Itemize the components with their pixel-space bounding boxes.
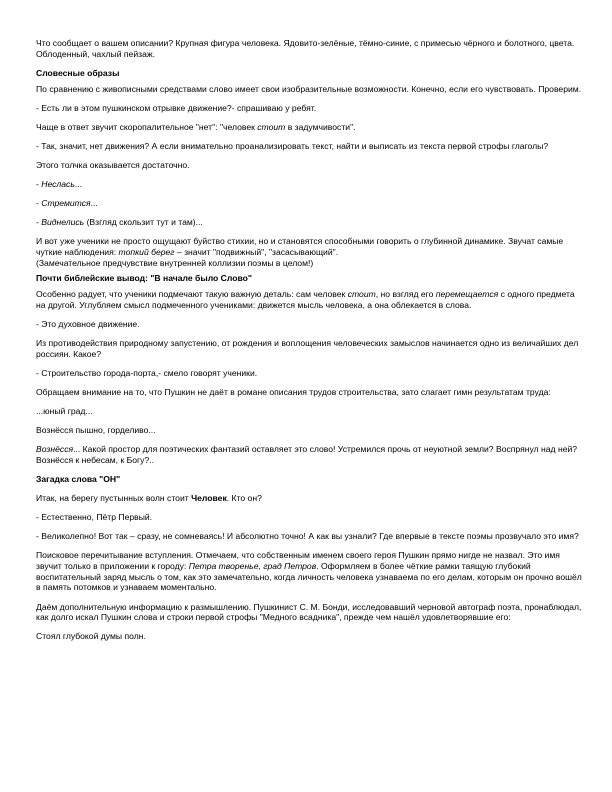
paragraph: Особенно радует, что ученики подмечают такую важную деталь: сам человек стоит, но взгляд его перемещается с одного предмета на другой. Углубляем смысл подмеченного учениками: движется мысль человека, а она облекается в слова. (36, 289, 575, 310)
paragraph: - Стремится... (36, 198, 98, 209)
section-heading-biblical-conclusion: Почти библейские вывод: "В начале было Слово" (36, 273, 252, 284)
paragraph: Итак, на берегу пустынных волн стоит Человек. Кто он? (36, 493, 262, 504)
paragraph: И вот уже ученики не просто ощущают буйство стихии, но и становятся способными говорить о глубинной динамике. Звучат самые чуткие наблюдения: топкий берег – значит "подвижный", "засасывающий". (36, 236, 564, 257)
paragraph: - Виднелись (Взгляд скользит тут и там)... (36, 217, 203, 228)
paragraph: По сравнению с живописными средствами слово имеет свои изобразительные возможности. Конечно, если его чувствовать. Проверим. (36, 83, 582, 94)
paragraph: - Это духовное движение. (36, 318, 140, 329)
paragraph: Даём дополнительную информацию к размышлению. Пушкинист С. М. Бонди, исследовавший черновой автограф поэта, пронаблюдал, как долго искал Пушкин слова и строки первой строфы "Медного всадника", прежде чем нашёл удовлетворявшие его: (36, 601, 582, 623)
paragraph: Вознёсся пышно, горделиво... (36, 425, 156, 436)
paragraph: Из противодействия природному запустению, от рождения и воплощения человеческих замыслов начинается одно из величайших дел россиян. Какое? (36, 337, 579, 359)
paragraph: Этого толчка оказывается достаточно. (36, 159, 190, 170)
paragraph: Чаще в ответ звучит скоропалительное "нет": "человек стоит в задумчивости". (36, 121, 356, 132)
paragraph: Вознёсся... Какой простор для поэтических фантазий оставляет это слово! Устремился прочь от неуютной земли? Воспрянул над ней? Вознёсся к небесам, к Богу?.. (36, 444, 578, 465)
paragraph: - Есть ли в этом пушкинском отрывке движение?- спрашиваю у ребят. (36, 102, 317, 113)
paragraph: - Великолепно! Вот так – сразу, не сомневаясь! И абсолютно точно! А как вы узнали? Где впервые в тексте поэмы прозвучало это имя? (36, 531, 579, 542)
paragraph-note: (Замечательное предчувствие внутренней коллизии поэмы в целом!) (36, 257, 314, 268)
paragraph: Обращаем внимание на то, что Пушкин не даёт в романе описания трудов строительства, зато слагает гимн результатам труда: (36, 386, 551, 397)
paragraph: - Строительство города-порта,- смело говорят ученики. (36, 367, 258, 378)
section-heading-verbal-images: Словесные образы (36, 67, 120, 78)
paragraph: ...юный град... (36, 405, 93, 416)
section-heading-riddle-word: Загадка слова "ОН" (36, 473, 121, 484)
paragraph: Что сообщает о вашем описании? Крупная фигура человека. Ядовито-зелёные, тёмно-синие, с примесью чёрного и болотного, цвета. Облоденный, чахлый пейзаж. (36, 38, 575, 59)
document-page (36, 38, 585, 650)
paragraph: Поисковое перечитывание вступления. Отмечаем, что собственным именем своего героя Пушкин прямо нигде не назвал. Это имя звучит только в приложении к городу: Петра творенье, град Петров. Оформляем в более чёткие рамки таящую глубокий воспитательный заряд мысль о том, как это замечательно, когда личность человека узнаваема по его делам, которым он прочно вошёл в память потомков и узнаваем моментально. (36, 550, 582, 593)
paragraph: - Так, значит, нет движения? А если внимательно проанализировать текст, найти и выписать из текста первой строфы глаголы? (36, 140, 549, 151)
paragraph: - Естественно, Пётр Первый. (36, 512, 153, 523)
paragraph: - Неслась... (36, 178, 83, 189)
paragraph: Стоял глубокой думы полн. (36, 631, 146, 642)
